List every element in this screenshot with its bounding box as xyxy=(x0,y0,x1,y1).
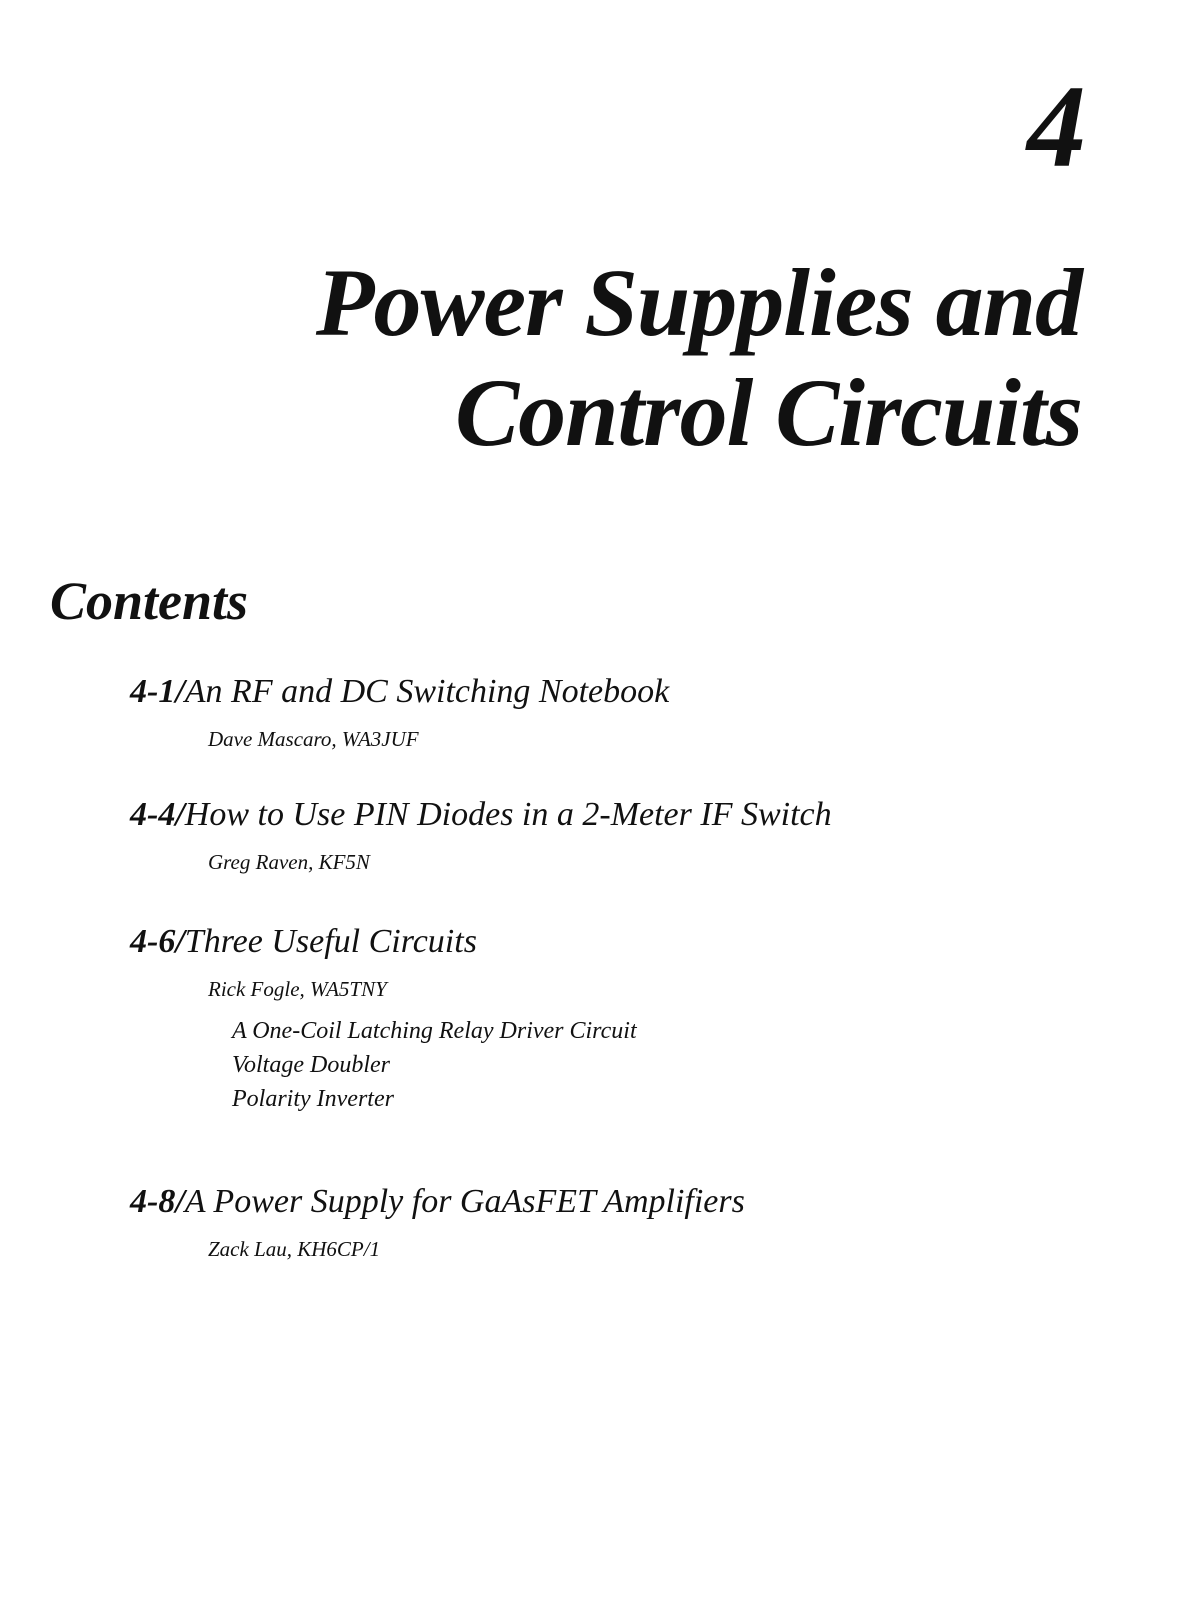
toc-author: Greg Raven, KF5N xyxy=(208,850,370,874)
chapter-title-line-2: Control Circuits xyxy=(455,359,1082,466)
toc-title: An RF and DC Switching Notebook xyxy=(184,673,670,710)
toc-entry xyxy=(130,922,637,1116)
toc-entry-title-line xyxy=(130,795,832,835)
toc-page-number: 4-6/ xyxy=(130,923,185,960)
toc-subitem-list xyxy=(232,1014,637,1116)
toc-title: Three Useful Circuits xyxy=(184,923,477,960)
toc-page-number: 4-1/ xyxy=(130,673,185,710)
toc-page-number: 4-8/ xyxy=(130,1183,185,1220)
toc-author: Dave Mascaro, WA3JUF xyxy=(208,727,419,751)
toc-entry xyxy=(130,1182,745,1262)
toc-author: Rick Fogle, WA5TNY xyxy=(208,977,387,1001)
toc-page-number: 4-4/ xyxy=(130,796,185,833)
toc-author: Zack Lau, KH6CP/1 xyxy=(208,1237,381,1261)
toc-subitem: Voltage Doubler xyxy=(232,1052,390,1078)
contents-heading: Contents xyxy=(50,571,249,631)
chapter-title xyxy=(316,248,1082,468)
toc-entry-title-line xyxy=(130,1182,745,1222)
toc-subitem: A One-Coil Latching Relay Driver Circuit xyxy=(232,1018,637,1044)
toc-title: A Power Supply for GaAsFET Amplifiers xyxy=(184,1183,745,1220)
toc-title: How to Use PIN Diodes in a 2-Meter IF Switch xyxy=(184,796,832,833)
toc-entry xyxy=(130,795,832,875)
chapter-number: 4 xyxy=(1027,61,1086,192)
toc-entry-title-line xyxy=(130,922,637,962)
chapter-title-line-1: Power Supplies and xyxy=(315,249,1082,356)
toc-entry-title-line xyxy=(130,672,669,712)
toc-entry xyxy=(130,672,669,752)
toc-subitem: Polarity Inverter xyxy=(232,1086,394,1112)
